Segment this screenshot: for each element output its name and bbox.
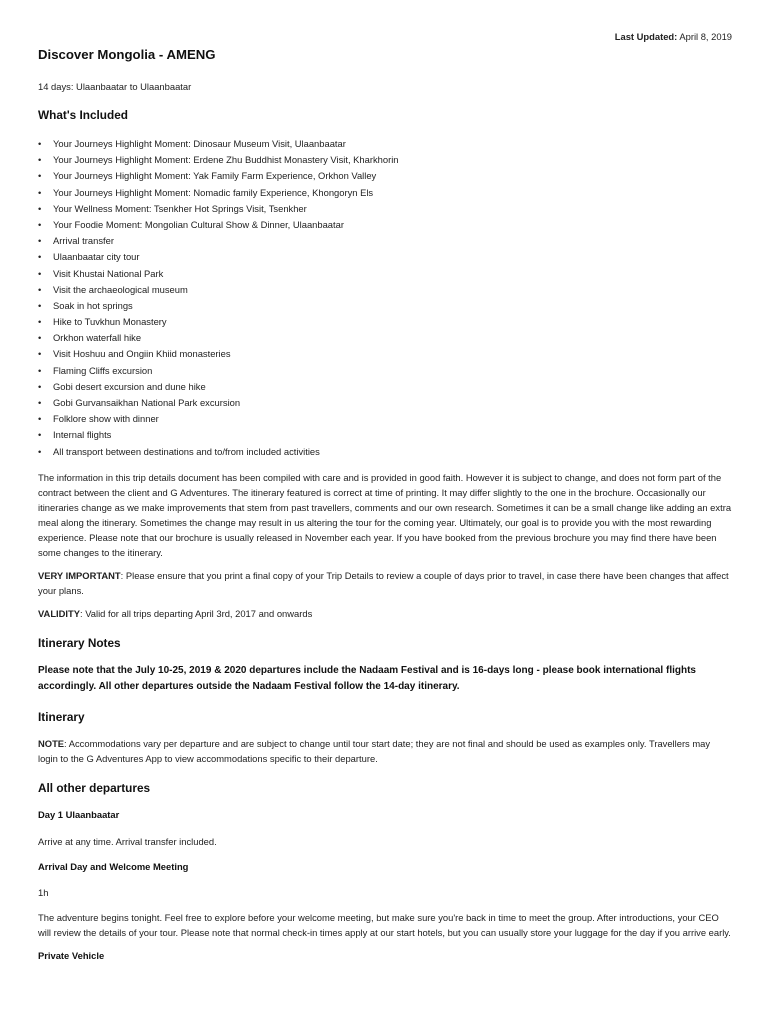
- activity-description: The adventure begins tonight. Feel free to explore before your welcome meeting, but make sure you're back in time to meet the group. After introductions, your CEO will review the details of your tour. Please note that normal check-in times apply at our start hotels, but you can usually store your luggage for the day if you arrive early.: [38, 911, 731, 938]
- itinerary-note-label: NOTE: [38, 737, 65, 749]
- activity-title: Arrival Day and Welcome Meeting: [38, 860, 189, 872]
- very-important-paragraph: [38, 568, 732, 598]
- included-item: • Arrival transfer: [38, 233, 732, 249]
- last-updated: [38, 30, 732, 44]
- included-item: • Your Journeys Highlight Moment: Erdene Zhu Buddhist Monastery Visit, Kharkhorin: [38, 152, 732, 168]
- last-updated-date: April 8, 2019: [679, 31, 732, 42]
- very-important-label: VERY IMPORTANT: [38, 569, 121, 581]
- included-item: • Your Journeys Highlight Moment: Dinosaur Museum Visit, Ulaanbaatar: [38, 136, 732, 152]
- included-item: • Internal flights: [38, 427, 732, 443]
- included-item: • Your Journeys Highlight Moment: Yak Family Farm Experience, Orkhon Valley: [38, 168, 732, 184]
- trip-duration: 14 days: Ulaanbaatar to Ulaanbaatar: [38, 81, 192, 92]
- included-item: • Gobi desert excursion and dune hike: [38, 379, 732, 395]
- included-item: • Hike to Tuvkhun Monastery: [38, 314, 732, 330]
- included-list: [38, 136, 732, 460]
- included-item: • Gobi Gurvansaikhan National Park excursion: [38, 395, 732, 411]
- included-item: • Orkhon waterfall hike: [38, 330, 732, 346]
- very-important-text: : Please ensure that you print a final copy of your Trip Details to review a couple of days prior to travel, in case there have been changes that affect your plans.: [38, 569, 729, 596]
- included-item: • All transport between destinations and to/from included activities: [38, 444, 732, 460]
- all-departures-heading: All other departures: [38, 780, 151, 795]
- included-item: • Visit Hoshuu and Ongiin Khiid monasteries: [38, 346, 732, 362]
- included-item: • Soak in hot springs: [38, 298, 732, 314]
- included-item: • Your Foodie Moment: Mongolian Cultural Show & Dinner, Ulaanbaatar: [38, 217, 732, 233]
- included-item: • Your Journeys Highlight Moment: Nomadic family Experience, Khongoryn Els: [38, 185, 732, 201]
- itinerary-note-paragraph: [38, 736, 732, 766]
- itinerary-heading: Itinerary: [38, 709, 85, 724]
- included-item: • Your Wellness Moment: Tsenkher Hot Springs Visit, Tsenkher: [38, 201, 732, 217]
- day-1-summary: Arrive at any time. Arrival transfer included.: [38, 835, 217, 847]
- validity-label: VALIDITY: [38, 607, 81, 619]
- itinerary-notes-text: Please note that the July 10-25, 2019 & 2020 departures include the Nadaam Festival and is 16-days long - please book international flights accordingly. All other departures outside the Nadaam Festival follow the 14-day itinerary.: [38, 664, 696, 692]
- included-item: • Flaming Cliffs excursion: [38, 363, 732, 379]
- validity-text: : Valid for all trips departing April 3rd, 2017 and onwards: [80, 607, 313, 619]
- day-1-title: Day 1 Ulaanbaatar: [38, 808, 120, 820]
- itinerary-note-text: : Accommodations vary per departure and are subject to change until tour start date; they are not final and should be used as examples only. Travellers may login to the G Adventures App to view accommodations specific to their departure.: [38, 737, 711, 764]
- disclaimer-paragraph: The information in this trip details document has been compiled with care and is provided in good faith. However it is subject to change, and does not form part of the contract between the client and G Adventures. The itinerary featured is correct at time of printing. It may differ slightly to the one in the brochure. Occasionally our itineraries change as we make improvements that stem from past travellers, comments and our own research. Sometimes it can be a small change like adding an extra meal along the itinerary. Sometimes the change may result in us altering the tour for the coming year. Ultimately, our goal is to provide you with the most rewarding experience. Please note that our brochure is usually released in November each year. If you have booked from the previous brochure you may find there have been some changes to the itinerary.: [38, 471, 732, 558]
- trip-title: Discover Mongolia - AMENG: [38, 47, 216, 62]
- document-page: [38, 30, 732, 963]
- included-item: • Folklore show with dinner: [38, 411, 732, 427]
- last-updated-label: Last Updated:: [614, 31, 678, 42]
- included-item: • Ulaanbaatar city tour: [38, 249, 732, 265]
- included-item: • Visit Khustai National Park: [38, 266, 732, 282]
- included-item: • Visit the archaeological museum: [38, 282, 732, 298]
- whats-included-heading: What's Included: [38, 108, 128, 122]
- validity-paragraph: [38, 606, 732, 621]
- activity-duration: 1h: [38, 886, 49, 898]
- itinerary-notes-heading: Itinerary Notes: [38, 635, 121, 650]
- transport-title: Private Vehicle: [38, 949, 105, 961]
